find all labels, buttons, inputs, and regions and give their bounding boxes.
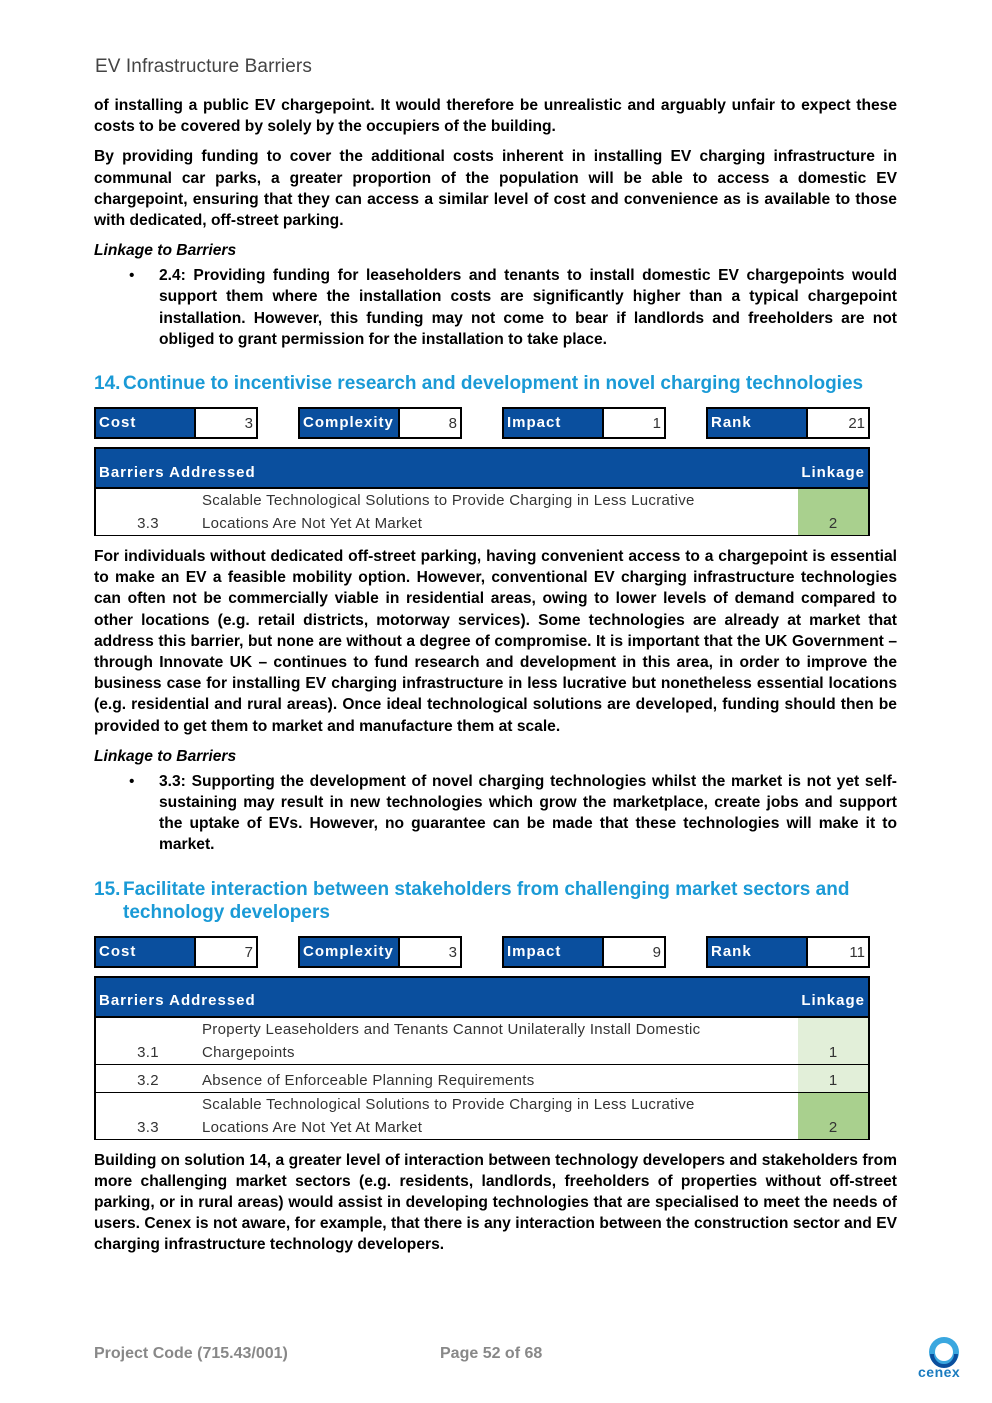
page-content [94, 95, 897, 1265]
metric-label: Cost [96, 409, 196, 437]
linkage-list [94, 771, 897, 856]
barrier-code: 3.3 [95, 1092, 200, 1139]
barrier-description-line: Property Leaseholders and Tenants Cannot Unilaterally Install Domestic [202, 1020, 701, 1038]
barrier-description-line: Scalable Technological Solutions to Provide Charging in Less Lucrative [202, 492, 695, 510]
impact-metric [502, 407, 666, 439]
linkage-header: Linkage [798, 448, 869, 488]
metric-value: 3 [448, 943, 457, 961]
list-item-text: 2.4: Providing funding for leaseholders and tenants to install domestic EV chargepoints would support them where the installation costs are significantly higher than a typical chargepoint installation. However, this funding may not come to bear if landlords and freeholders are not obliged to grant permission for the installation to take place. [159, 267, 897, 348]
section-14-barriers-table [94, 447, 870, 536]
linkage-list [94, 265, 897, 350]
metric-label: Complexity [300, 409, 400, 437]
barrier-description-line: Absence of Enforceable Planning Requirements [202, 1071, 535, 1089]
cost-metric [94, 407, 258, 439]
linkage-value: 2 [798, 488, 869, 536]
metric-label: Rank [708, 409, 808, 437]
table-header-row [95, 977, 869, 1017]
linkage-header: Linkage [798, 977, 869, 1017]
list-item [129, 771, 897, 856]
section-15-barriers-table [94, 976, 870, 1140]
section-15-paragraph: Building on solution 14, a greater level of interaction between technology developers and stakeholders from more challenging market sectors (e.g. residents, landlords, freeholders of properties without off-street parking, or in rural areas) would assist in developing technologies that are specialised to meet the needs of users. Cenex is not aware, for example, that there is any interaction between the construction sector and EV charging infrastructure technology developers. [94, 1151, 897, 1254]
barrier-description-line: Locations Are Not Yet At Market [202, 1118, 423, 1136]
list-item-text: 3.3: Supporting the development of novel charging technologies whilst the market is not yet self-sustaining may result in new technologies which grow the marketplace, create jobs and support the uptake of EVs. However, no guarantee can be made that these technologies will make it to market. [159, 772, 897, 854]
table-row [95, 488, 869, 536]
metric-value: 8 [448, 415, 457, 433]
section-14-metrics [94, 407, 870, 439]
metric-label: Cost [96, 938, 196, 966]
metric-label: Impact [504, 938, 604, 966]
bullet-glyph: • [129, 267, 135, 285]
barrier-description-line: Chargepoints [202, 1043, 295, 1061]
section-title: Facilitate interaction between stakeholders from challenging market sectors and technology developers [123, 878, 850, 923]
footer-project-code: Project Code (715.43/001) [94, 1345, 288, 1362]
metric-value: 11 [849, 943, 865, 961]
linkage-value: 1 [798, 1064, 869, 1092]
linkage-value: 1 [798, 1017, 869, 1065]
linkage-heading: Linkage to Barriers [94, 747, 237, 765]
barrier-description-line: Scalable Technological Solutions to Provide Charging in Less Lucrative [202, 1095, 695, 1113]
rank-metric [706, 407, 870, 439]
section-number: 15. [94, 878, 121, 900]
cenex-logo-text: cenex [918, 1364, 961, 1380]
barrier-description [200, 488, 798, 536]
metric-label: Complexity [300, 938, 400, 966]
linkage-value: 2 [798, 1092, 869, 1139]
barrier-code: 3.1 [95, 1017, 200, 1065]
metric-value: 21 [848, 415, 865, 433]
intro-paragraph-1: of installing a public EV chargepoint. It would therefore be unrealistic and arguably unfair to expect these costs to be covered by solely by the occupiers of the building. [94, 97, 897, 136]
bullet-glyph: • [129, 772, 135, 790]
list-item [129, 265, 897, 350]
barrier-code: 3.2 [95, 1064, 200, 1092]
barrier-code: 3.3 [95, 488, 200, 536]
section-number: 14. [94, 373, 121, 395]
barriers-addressed-header: Barriers Addressed [95, 448, 798, 488]
barrier-description-line: Locations Are Not Yet At Market [202, 515, 423, 533]
rank-metric [706, 936, 870, 968]
metric-value: 9 [652, 943, 661, 961]
complexity-metric [298, 407, 462, 439]
section-title: Continue to incentivise research and development in novel charging technologies [123, 373, 864, 395]
table-row [95, 1064, 869, 1092]
linkage-heading: Linkage to Barriers [94, 242, 237, 260]
metric-value: 7 [244, 943, 253, 961]
barrier-description [200, 1017, 798, 1065]
intro-paragraph-2: By providing funding to cover the additional costs inherent in installing EV charging infrastructure in communal car parks, a greater proportion of the population will be able to access a domestic EV chargepoint, ensuring that they can access a similar level of cost and convenience as is available to those with dedicated, off-street parking. [94, 148, 897, 230]
impact-metric [502, 936, 666, 968]
table-row [95, 1017, 869, 1065]
complexity-metric [298, 936, 462, 968]
barrier-description [200, 1092, 798, 1139]
barrier-description [200, 1064, 798, 1092]
barriers-addressed-header: Barriers Addressed [95, 977, 798, 1017]
table-row [95, 1092, 869, 1139]
table-header-row [95, 448, 869, 488]
cost-metric [94, 936, 258, 968]
section-14-heading [94, 372, 897, 395]
metric-value: 3 [244, 415, 253, 433]
section-15-metrics [94, 936, 870, 968]
section-14-paragraph: For individuals without dedicated off-street parking, having convenient access to a chargepoint is essential to make an EV a feasible mobility option. However, conventional EV charging infrastructure technologies can often not be commercially viable in residential areas, owing to lower levels of demand compared to other locations (e.g. retail districts, motorway services). Some technologies are already at market that address this barrier, but none are without a degree of compromise. It is important that the UK Government – through Innovate UK – continues to fund research and development in this area, in order to improve the business case for installing EV charging infrastructure in less lucrative but nonetheless essential locations (e.g. residential and rural areas). Once ideal technological solutions are developed, funding should then be provided to get them to market and manufacture them at scale. [94, 548, 897, 735]
metric-label: Impact [504, 409, 604, 437]
metric-value: 1 [652, 415, 661, 433]
metric-label: Rank [708, 938, 808, 966]
footer-page-number: Page 52 of 68 [440, 1345, 543, 1362]
document-header-title: EV Infrastructure Barriers [95, 56, 312, 77]
section-15-heading [94, 878, 897, 924]
